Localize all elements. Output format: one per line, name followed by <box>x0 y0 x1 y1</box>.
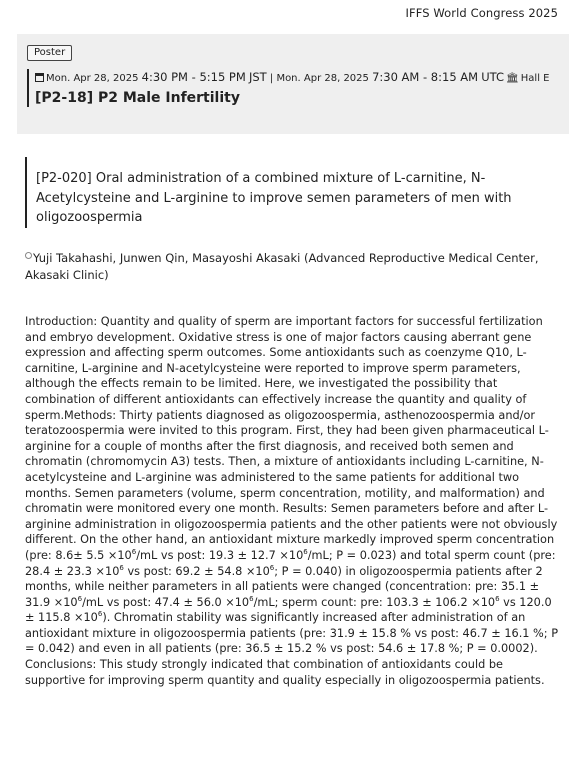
session-name[interactable]: [P2-18] P2 Male Infertility <box>35 90 240 106</box>
exponent: 6 <box>97 610 103 619</box>
time-utc: 7:30 AM - 8:15 AM <box>372 70 479 84</box>
presenter-circle-icon <box>25 252 32 259</box>
exponent: 6 <box>131 548 137 557</box>
abstract-text: ). Chromatin stability was significantly increased after administration of an antioxidant mixture in oligozoospermia patients (pre: 31.9 ± 15.8 % vs post: 46.7 ± 16.1 %; P = 0.042) and even in all patients (pre: 36.5 ± 15.2 % vs post: 54.6 ± 17.8 %; P = 0.0002). Conclusions: This study strongly indicated that combination of antioxidants could be supportive for improving sperm quantity and quality especially in oligozoospermia patients. <box>25 611 559 687</box>
abstract-text: /mL; sperm count: pre: 103.3 ± 106.2 ×10 <box>253 595 496 609</box>
exponent: 6 <box>249 594 254 603</box>
exponent: 6 <box>119 563 124 572</box>
abstract-text: /mL vs post: 47.4 ± 56.0 ×10 <box>82 595 250 609</box>
tz-utc: UTC <box>481 70 505 84</box>
abstract-title: [P2-020] Oral administration of a combined mixture of L-carnitine, N-Acetylcysteine and L-arginine to improve semen parameters of men with oligozoospermia <box>25 157 566 228</box>
building-icon: 🏛 <box>506 73 519 84</box>
date-jst: Mon. Apr 28, 2025 <box>46 73 139 84</box>
time-jst: 4:30 PM - 5:15 PM <box>141 70 246 84</box>
conference-title: IFFS World Congress 2025 <box>405 6 558 20</box>
calendar-icon <box>35 73 44 82</box>
exponent: 6 <box>303 548 308 557</box>
authors-text: Yuji Takahashi, Junwen Qin, Masayoshi Akasaki (Advanced Reproductive Medical Center, Akasaki Clinic) <box>25 251 539 282</box>
abstract-text: /mL vs post: 19.3 ± 12.7 ×10 <box>136 548 304 562</box>
tz-jst: JST <box>248 70 267 84</box>
session-panel <box>17 34 569 134</box>
author-list <box>25 250 560 284</box>
abstract-text: Introduction: Quantity and quality of sperm are important factors for successful fertilization and embryo development. Oxidative stress is one of major factors causing aberrant gene expression and affecting sperm outcomes. Some antioxidants such as coenzyme Q10, L-carnitine, L-arginine and N-acetylcysteine were reported to improve sperm parameters, although the effects remain to be limited. Here, we investigated the possibility that combination of different antioxidants can effectively increase the quantity and quality of sperm.Methods: Thirty patients diagnosed as oligozoospermia, asthenozoospermia and/or teratozoospermia were invited to this program. First, they had been given pharmaceutical L-arginine for a couple of months after the first diagnosis, and received both semen and chromatin (chromomycin A3) tests. Then, a mixture of antioxidants including L-carnitine, N-acetylcysteine and L-arginine was administered to the same patients for additional two months. Semen parameters (volume, sperm concentration, motility, and malformation) and chromatin were monitored every one month. Results: Semen parameters before and after L-arginine administration in oligozoospermia patients and the other patients were not obviously different. On the other hand, an antioxidant mixture markedly improved sperm concentration (pre: 8.6± 5.5 ×10 <box>25 315 558 562</box>
exponent: 6 <box>495 594 500 603</box>
time-separator: | <box>269 73 274 84</box>
date-utc: Mon. Apr 28, 2025 <box>276 73 369 84</box>
abstract-text: ; P = 0.040) in oligozoospermia patients after 2 months, while neither parameters in all patients were changed (concentration: pre: 35.1 ± 31.9 ×10 <box>25 564 543 609</box>
abstract-text: vs post: 69.2 ± 54.8 ×10 <box>123 564 270 578</box>
hall-label: Hall E <box>520 73 550 84</box>
exponent: 6 <box>77 594 83 603</box>
session-time <box>35 69 563 87</box>
abstract-text: vs 120.0 ± 115.8 ×10 <box>25 595 552 625</box>
session-meta <box>27 69 563 107</box>
abstract-text: /mL; P = 0.023) and total sperm count (pre: 28.4 ± 23.3 ×10 <box>25 548 556 578</box>
exponent: 6 <box>269 563 275 572</box>
poster-badge[interactable]: Poster <box>27 45 72 61</box>
abstract-body <box>25 314 563 688</box>
